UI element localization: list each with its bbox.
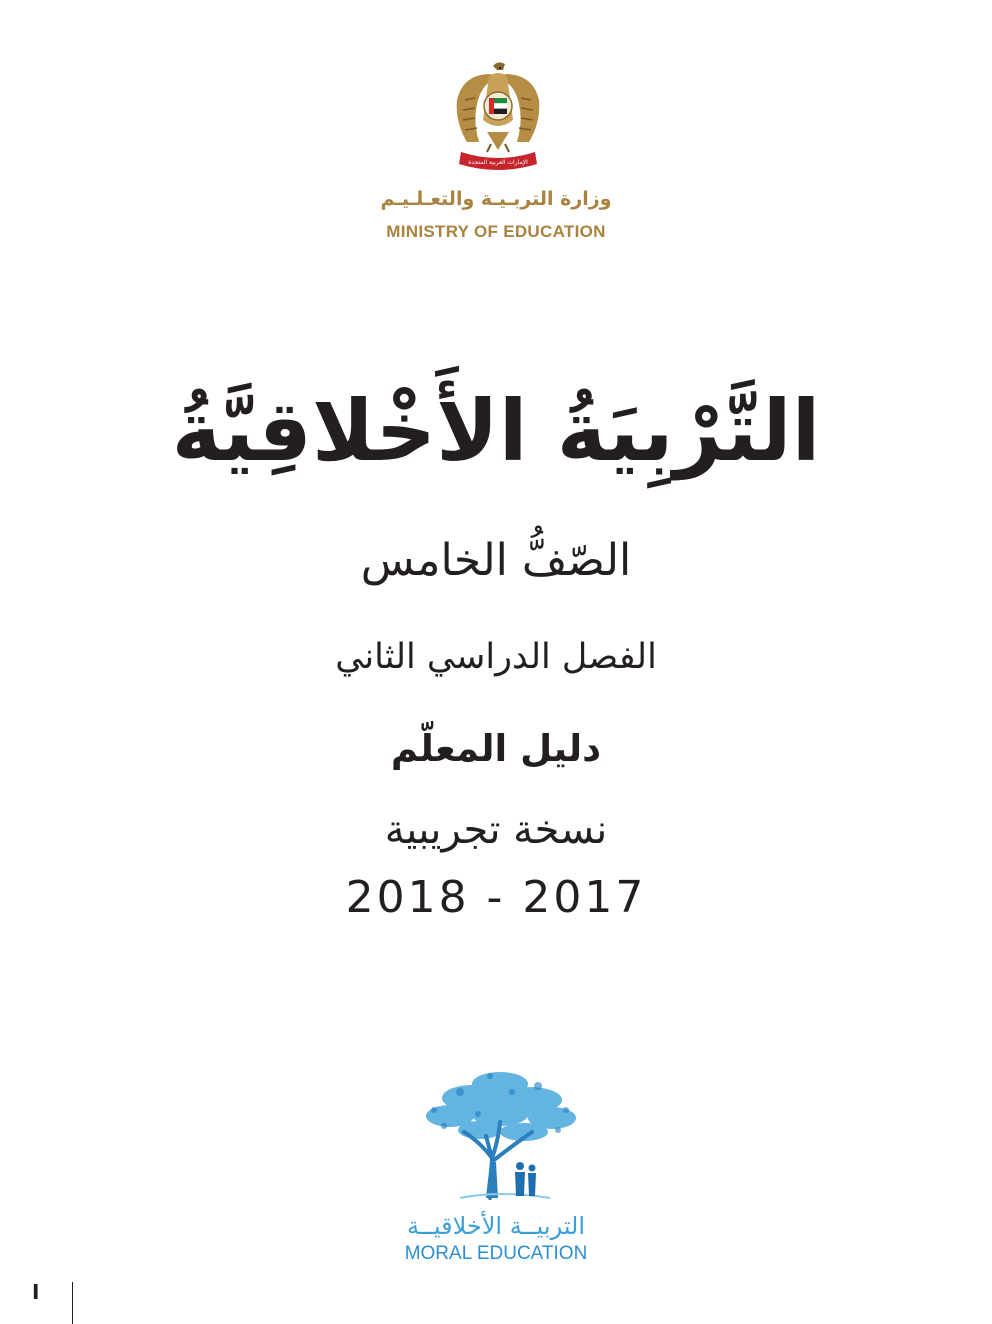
moral-education-arabic: التربيــة الأخلاقيــة: [406, 1212, 586, 1240]
page-divider: [72, 1282, 73, 1324]
tree-logo-icon: [420, 1062, 580, 1202]
academic-year: 2018 - 2017: [345, 872, 647, 923]
guide-label: دليل المعلّم: [390, 727, 602, 770]
ministry-name-arabic: وزارة التربـيـة والتعـلـيـم: [380, 188, 612, 210]
moral-education-english: MORAL EDUCATION: [404, 1243, 588, 1264]
uae-emblem-icon: [453, 60, 543, 172]
emblem-scroll-text: الإمارات العربية المتحدة: [468, 159, 528, 166]
edition-label: نسخة تجريبية: [384, 807, 608, 853]
term-label: الفصل الدراسي الثاني: [335, 637, 657, 677]
book-title: التَّرْبِيَةُ الأَخْلاقِيَّةُ: [171, 382, 821, 480]
page-number: I: [32, 1280, 40, 1304]
ministry-name-english: MINISTRY OF EDUCATION: [386, 222, 606, 241]
grade-label: الصّفُّ الخامس: [360, 535, 632, 586]
